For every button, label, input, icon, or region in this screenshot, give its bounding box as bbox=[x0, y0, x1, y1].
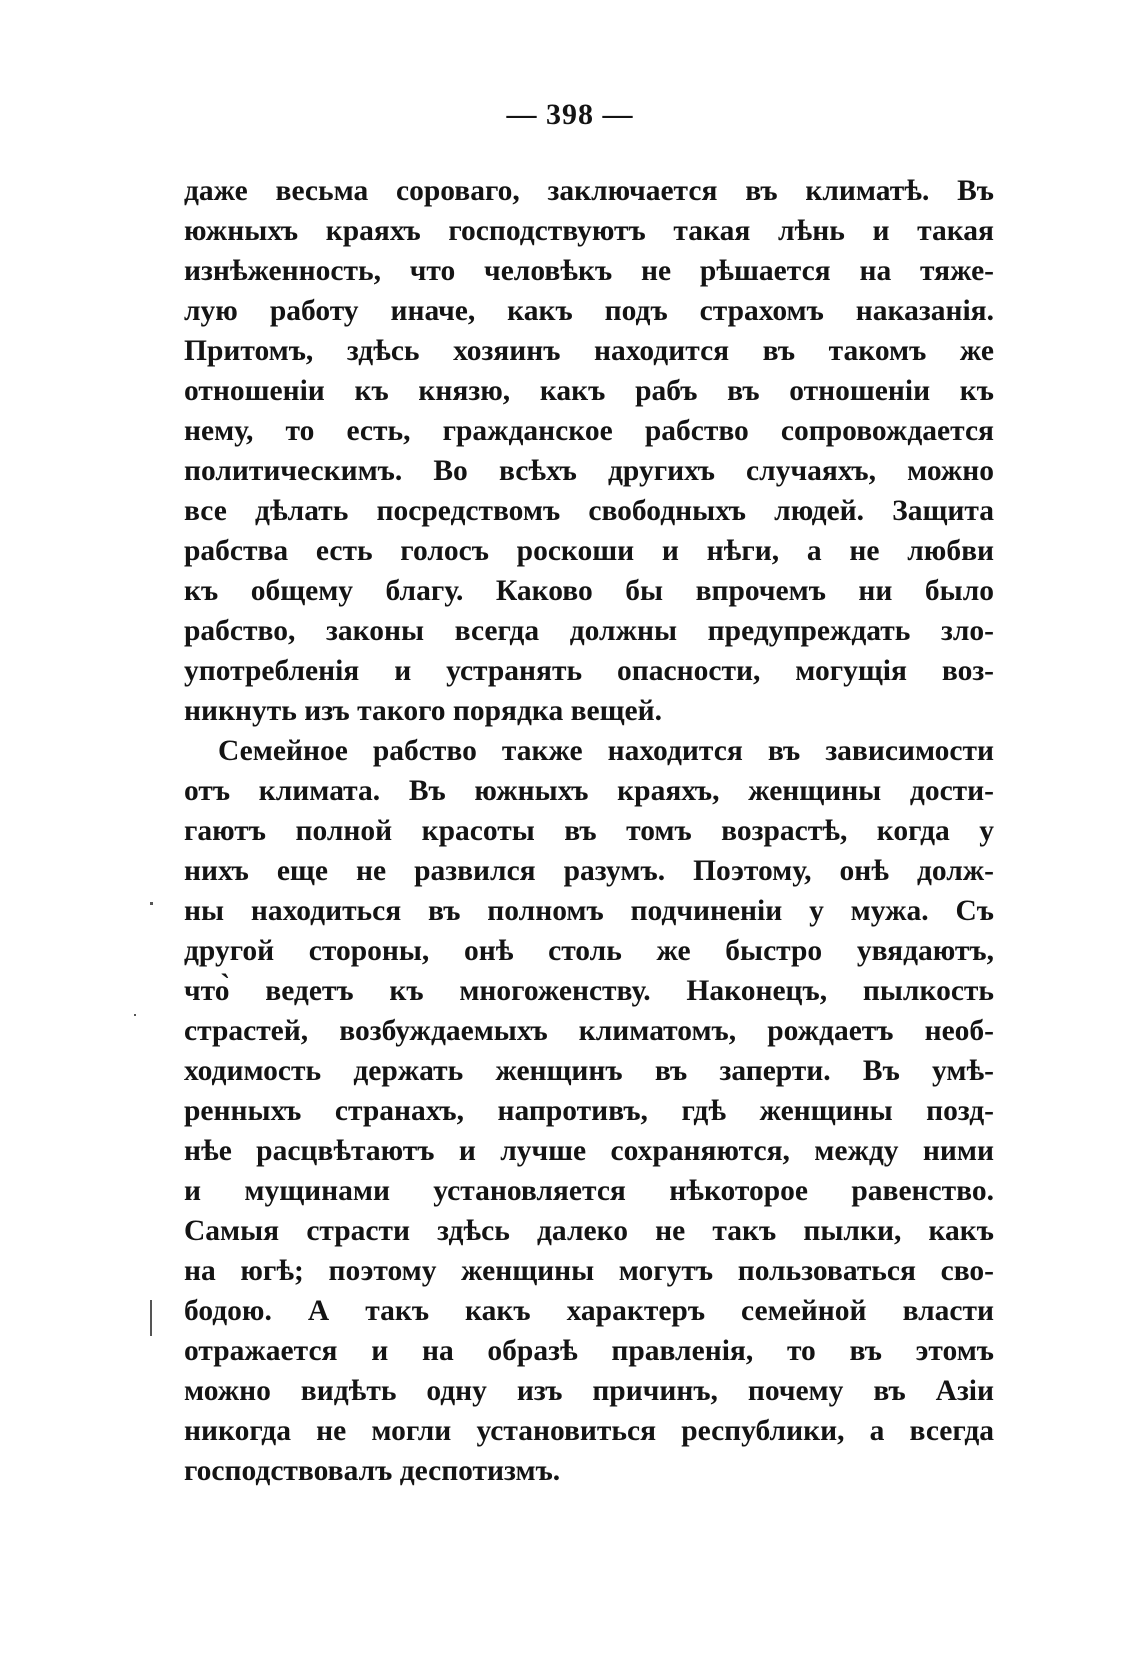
text-line: на югѣ; поэтому женщины могутъ пользоваться сво- bbox=[184, 1255, 994, 1287]
text-line: отражается и на образѣ правленія, то въ этомъ bbox=[184, 1335, 994, 1367]
text-line: политическимъ. Во всѣхъ другихъ случаяхъ, можно bbox=[184, 455, 994, 487]
text-line: Самыя страсти здѣсь далеко не такъ пылки, какъ bbox=[184, 1215, 994, 1247]
text-line: рабства есть голосъ роскоши и нѣги, а не любви bbox=[184, 535, 994, 567]
text-line: лую работу иначе, какъ подъ страхомъ наказанія. bbox=[184, 295, 994, 327]
text-line: все дѣлать посредствомъ свободныхъ людей. Защита bbox=[184, 495, 994, 527]
text-line: южныхъ краяхъ господствуютъ такая лѣнь и такая bbox=[184, 215, 994, 247]
text-line: ренныхъ странахъ, напротивъ, гдѣ женщины позд- bbox=[184, 1095, 994, 1127]
page-number: — 398 — bbox=[506, 98, 634, 131]
text-line: рабство, законы всегда должны предупреждать зло- bbox=[184, 615, 994, 647]
text-line: ходимость держать женщинъ въ заперти. Въ умѣ- bbox=[184, 1055, 994, 1087]
text-line: отъ климата. Въ южныхъ краяхъ, женщины дости- bbox=[184, 775, 994, 807]
text-line: никогда не могли установиться республики, а всегда bbox=[184, 1415, 994, 1447]
text-line: другой стороны, онѣ столь же быстро увядаютъ, bbox=[184, 935, 994, 967]
text-line: господствовалъ деспотизмъ. bbox=[184, 1455, 561, 1487]
text-line: Семейное рабство также находится въ зависимости bbox=[218, 735, 994, 767]
text-line: что̀ ведетъ къ многоженству. Наконецъ, пылкость bbox=[184, 975, 994, 1007]
text-line: никнуть изъ такого порядка вещей. bbox=[184, 695, 662, 727]
text-line: Притомъ, здѣсь хозяинъ находится въ такомъ же bbox=[184, 335, 994, 367]
text-line: ны находиться въ полномъ подчиненіи у мужа. Съ bbox=[184, 895, 994, 927]
paragraph-1 bbox=[184, 171, 994, 731]
text-line: изнѣженность, что человѣкъ не рѣшается на тяже- bbox=[184, 255, 994, 287]
text-line: страстей, возбуждаемыхъ климатомъ, рождаетъ необ- bbox=[184, 1015, 994, 1047]
text-line: нихъ еще не развился разумъ. Поэтому, онѣ долж- bbox=[184, 855, 994, 887]
paragraph-2 bbox=[184, 731, 994, 1491]
text-line: къ общему благу. Каково бы впрочемъ ни было bbox=[184, 575, 994, 607]
text-line: гаютъ полной красоты въ томъ возрастѣ, когда у bbox=[184, 815, 994, 847]
margin-dot bbox=[134, 1014, 136, 1016]
text-line: и мущинами установляется нѣкоторое равенство. bbox=[184, 1175, 994, 1207]
margin-dot bbox=[150, 902, 153, 905]
text-line: нѣе расцвѣтаютъ и лучше сохраняются, между ними bbox=[184, 1135, 994, 1167]
text-line: употребленія и устранять опасности, могущія воз- bbox=[184, 655, 994, 687]
text-line: бодою. А такъ какъ характеръ семейной власти bbox=[184, 1295, 994, 1327]
text-line: даже весьма сороваго, заключается въ климатѣ. Въ bbox=[184, 175, 994, 207]
body-text bbox=[184, 171, 994, 1491]
margin-rule bbox=[150, 1300, 152, 1336]
text-line: отношеніи къ князю, какъ рабъ въ отношеніи къ bbox=[184, 375, 994, 407]
text-line: можно видѣть одну изъ причинъ, почему въ Азіи bbox=[184, 1375, 994, 1407]
text-line: нему, то есть, гражданское рабство сопровождается bbox=[184, 415, 994, 447]
